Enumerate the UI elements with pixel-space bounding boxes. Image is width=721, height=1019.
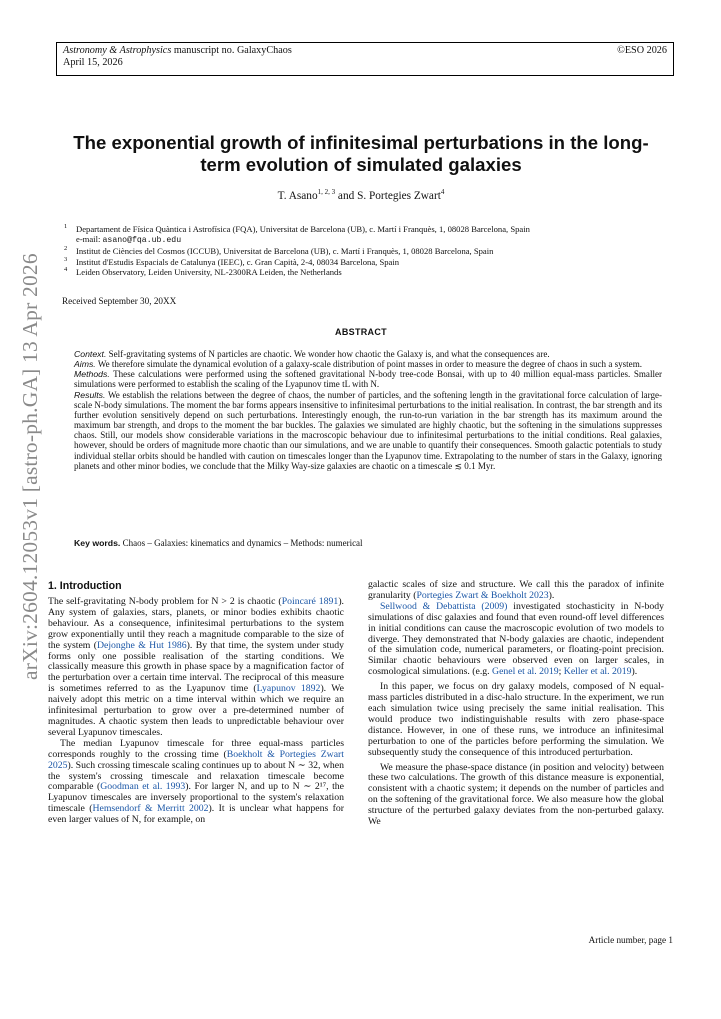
citation-link[interactable]: Dejonghe & Hut 1986 bbox=[96, 639, 187, 651]
abstract-aims: Aims. We therefore simulate the dynamical evolution of a galaxy-scale distribution of point masses in order to measure the degree of chaos in such a system. bbox=[74, 359, 642, 370]
abstract-methods: Methods. These calculations were performed using the softened gravitational N-body tree-code Bonsai, with up to 40 million equal-mass particles. Smaller simulations were performed to establish the scaling of the Lyapunov time tL with N. bbox=[74, 369, 662, 390]
citation-link[interactable]: Poincaré 1891 bbox=[281, 596, 339, 607]
author-1-affil: 1, 2, 3 bbox=[317, 188, 336, 196]
paragraph: The self-gravitating N-body problem for N > 2 is chaotic (Poincaré 1891). Any system of galaxies, stars, planets, or minor bodies exhibits chaotic behaviour. As a consequence, infinitesimal perturbations to the system grow exponentially until they reach a magnitude comparable to the size of the system (Dejonghe & Hut 1986). By that time, the system under study forms only one possible realisation of the starting conditions. We classically measure this growth in phase space by a magnification factor of the perturbation over a certain time interval. The reciprocal of this measure is sometimes referred to as the Lyapunov time (Lyapunov 1892). We naively adopt this metric on a time interval within which we require an infinitesimal perturbation to grow over a pre-determined number of magnitudes. A chaotic system then leads to unpredictable behaviour over several Lyapunov timescales. bbox=[48, 596, 344, 738]
arxiv-stamp: arXiv:2604.12053v1 [astro-ph.GA] 13 Apr 2026 bbox=[18, 253, 42, 680]
author-1: T. Asano bbox=[277, 189, 318, 202]
abstract-results: Results. We establish the relations between the degree of chaos, the number of particles, and the softening length in the gravitational force calculation of large-scale N-body simulations. The moment the bar forms appears insensitive to infinitesimal perturbations to the initial realisation. In contrast, the bar strength and its further evolution sensitively depend on such perturbations. Interestingly enough, the run-to-run variation in the bar strength has its maximum around the maximum bar strength, and drops to the moment the bar buckles. The galaxies we simulated are highly chaotic, but the softening in the simulations suppresses chaos. Still, our models show considerable variations in the macroscopic behaviour due to infinitesimal perturbations to the initial conditions. Real galaxies, however, should be orders of magnitude more chaotic than our simulations, and we are unable to quantify their consequences. Smooth galactic potentials to study individual stellar orbits should be handled with caution on timescales longer than the Lyapunov time. Extrapolating to the number of stars in the Galaxy, ignoring planets and other minor bodies, we conclude that the Milky Way-size galaxies are chaotic on a timescale ≲ 0.1 Myr. bbox=[74, 389, 662, 471]
citation-link[interactable]: Lyapunov 1892 bbox=[256, 683, 321, 695]
abstract-heading: ABSTRACT bbox=[335, 327, 387, 337]
paragraph: We measure the phase-space distance (in position and velocity) between these two calculations. The growth of this distance measure is exponential, consistent with a chaotic system; it depends on the number of particles and on the softening of the gravitational force. We also measure how the global structure of the perturbed galaxy deviates from the non-perturbed galaxy. We bbox=[368, 761, 664, 828]
citation-link[interactable]: Goodman et al. 1993 bbox=[100, 781, 186, 793]
manuscript-header bbox=[56, 42, 674, 76]
column-left bbox=[48, 580, 344, 826]
author-2: and S. Portegies Zwart bbox=[335, 189, 441, 202]
abstract-body bbox=[74, 349, 662, 471]
manuscript-id: manuscript no. GalaxyChaos bbox=[173, 45, 292, 56]
paragraph: galactic scales of size and structure. We call this the paradox of infinite granularity (Portegies Zwart & Boekholt 2023). bbox=[368, 579, 664, 601]
paragraph: Sellwood & Debattista (2009) investigated stochasticity in N-body simulations of disc galaxies and found that even round-off level differences in initial conditions can cause the macroscopic evolution of two models to diverge. They demonstrated that N-body galaxies are chaotic, independent of the simulation code, numerical parameters, or floating-point precision. Similar chaotic behaviours were observed even on larger scales, in cosmological simulations. (e.g. Genel et al. 2019; Keller et al. 2019). bbox=[368, 600, 664, 678]
received-date: Received September 30, 20XX bbox=[62, 296, 177, 306]
manuscript-date: April 15, 2026 bbox=[63, 57, 123, 68]
paragraph: In this paper, we focus on dry galaxy models, composed of N equal-mass particles distributed in a disc-halo structure. In the experiment, we run each simulation twice using precisely the same initial realisation. This would produce two indistinguishable results with zero phase-space distance. However, in one of these runs, we introduce an infinitesimal perturbation to one of the particles before performing the simulation. We subsequently study the consequence of this introduced perturbation. bbox=[368, 681, 664, 758]
citation-link[interactable]: Portegies Zwart & Boekholt 2023 bbox=[416, 589, 549, 601]
section-heading: 1. Introduction bbox=[48, 580, 122, 592]
citation-link[interactable]: Sellwood & Debattista (2009) bbox=[380, 600, 508, 612]
column-right bbox=[368, 580, 664, 828]
affiliation-list bbox=[62, 224, 662, 277]
paragraph: The median Lyapunov timescale for three equal-mass particles corresponds roughly to the crossing time (Boekholt & Portegies Zwart 2025). Such crossing timescale scaling continues up to about N ∼ 32, when the system's crossing timescale and relaxation timescale become comparable (Goodman et al. 1993). For larger N, and up to N ∼ 2¹⁷, the Lyapunov timescales are inversely proportional to the system's relaxation timescale (Hemsendorf & Merritt 2002). It is unclear what happens for even larger values of N, for example, on bbox=[48, 737, 345, 826]
journal-name: Astronomy & Astrophysics bbox=[63, 45, 172, 56]
affiliation-item: 4 Leiden Observatory, Leiden University, NL-2300RA Leiden, the Netherlands bbox=[64, 265, 342, 277]
abstract-context: Context. Self-gravitating systems of N particles are chaotic. We wonder how chaotic the Galaxy is, and what the consequences are. bbox=[74, 349, 550, 359]
affiliation-item: 2 Institut de Ciències del Cosmos (ICCUB), Universitat de Barcelona (UB), c. Martí i Franquès, 1, 08028 Barcelona, Spain bbox=[64, 245, 494, 257]
keywords: Key words. Chaos – Galaxies: kinematics and dynamics – Methods: numerical bbox=[74, 538, 363, 548]
page-footer: Article number, page 1 bbox=[588, 935, 673, 945]
citation-link[interactable]: Genel et al. 2019 bbox=[492, 666, 559, 678]
citation-link[interactable]: Keller et al. 2019 bbox=[563, 666, 632, 678]
citation-link[interactable]: Boekholt & Portegies Zwart 2025 bbox=[48, 748, 344, 771]
journal-line bbox=[63, 45, 667, 57]
affiliation-item: 3 Institut d'Estudis Espacials de Catalunya (IEEC), c. Gran Capità, 2-4, 08034 Barcelona, Spain bbox=[64, 255, 400, 267]
author-list bbox=[60, 188, 662, 202]
paper-title: The exponential growth of infinitesimal perturbations in the long-term evolution of simulated galaxies bbox=[73, 132, 649, 175]
author-2-affil: 4 bbox=[440, 188, 445, 196]
copyright: ©ESO 2026 bbox=[617, 45, 667, 56]
citation-link[interactable]: Hemsendorf & Merritt 2002 bbox=[92, 803, 209, 815]
affiliation-email: e-mail: asano@fqa.ub.edu bbox=[76, 234, 182, 246]
email-link[interactable]: asano@fqa.ub.edu bbox=[102, 236, 182, 246]
affiliation-item: 1 Departament de Física Quàntica i Astrofísica (FQA), Universitat de Barcelona (UB), c. Martí i Franquès, 1, 08028 Barcelona, Spain bbox=[64, 223, 530, 234]
